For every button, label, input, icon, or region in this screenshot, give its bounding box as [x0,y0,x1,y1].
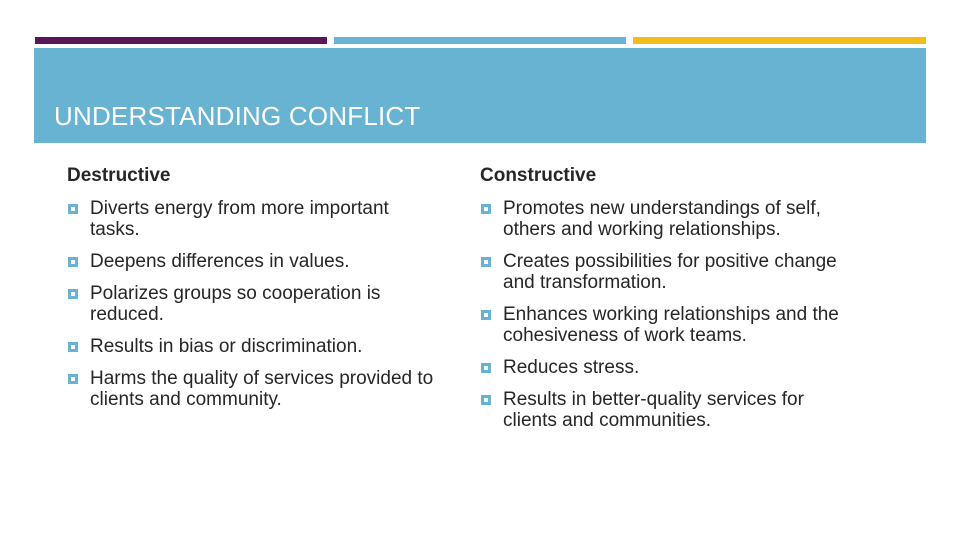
list-item-text: Polarizes groups so cooperation is reduced. [90,283,381,325]
list-item [67,368,442,410]
list-item-text: Diverts energy from more important tasks. [90,198,389,240]
list-item [480,251,855,293]
slide-title: UNDERSTANDING CONFLICT [54,101,421,131]
list-item-text: Promotes new understandings of self, others and working relationships. [503,198,821,240]
square-bullet-icon [68,374,78,384]
accent-bar-purple [35,37,327,44]
accent-bar-blue [334,37,626,44]
list-item [67,283,442,325]
list-item-text: Enhances working relationships and the cohesiveness of work teams. [503,304,839,346]
square-bullet-icon [481,310,491,320]
destructive-heading: Destructive [67,165,171,186]
destructive-list [67,198,442,410]
list-item [480,198,855,240]
title-band [34,48,926,143]
square-bullet-icon [481,204,491,214]
list-item [480,304,855,346]
list-item [480,357,855,378]
constructive-list [480,198,855,431]
list-item [67,198,442,240]
constructive-column [480,165,855,442]
list-item-text: Reduces stress. [503,357,640,378]
constructive-heading: Constructive [480,165,597,186]
list-item-text: Deepens differences in values. [90,251,350,272]
list-item [67,251,442,272]
square-bullet-icon [68,342,78,352]
square-bullet-icon [68,289,78,299]
list-item-text: Creates possibilities for positive change and transformation. [503,251,837,293]
list-item-text: Results in better-quality services for clients and communities. [503,389,804,431]
list-item [480,389,855,431]
square-bullet-icon [68,257,78,267]
square-bullet-icon [481,395,491,405]
list-item [67,336,442,357]
square-bullet-icon [481,257,491,267]
list-item-text: Results in bias or discrimination. [90,336,363,357]
square-bullet-icon [68,204,78,214]
accent-bar-gold [633,37,926,44]
square-bullet-icon [481,363,491,373]
list-item-text: Harms the quality of services provided to clients and community. [90,368,434,410]
destructive-column [67,165,442,421]
